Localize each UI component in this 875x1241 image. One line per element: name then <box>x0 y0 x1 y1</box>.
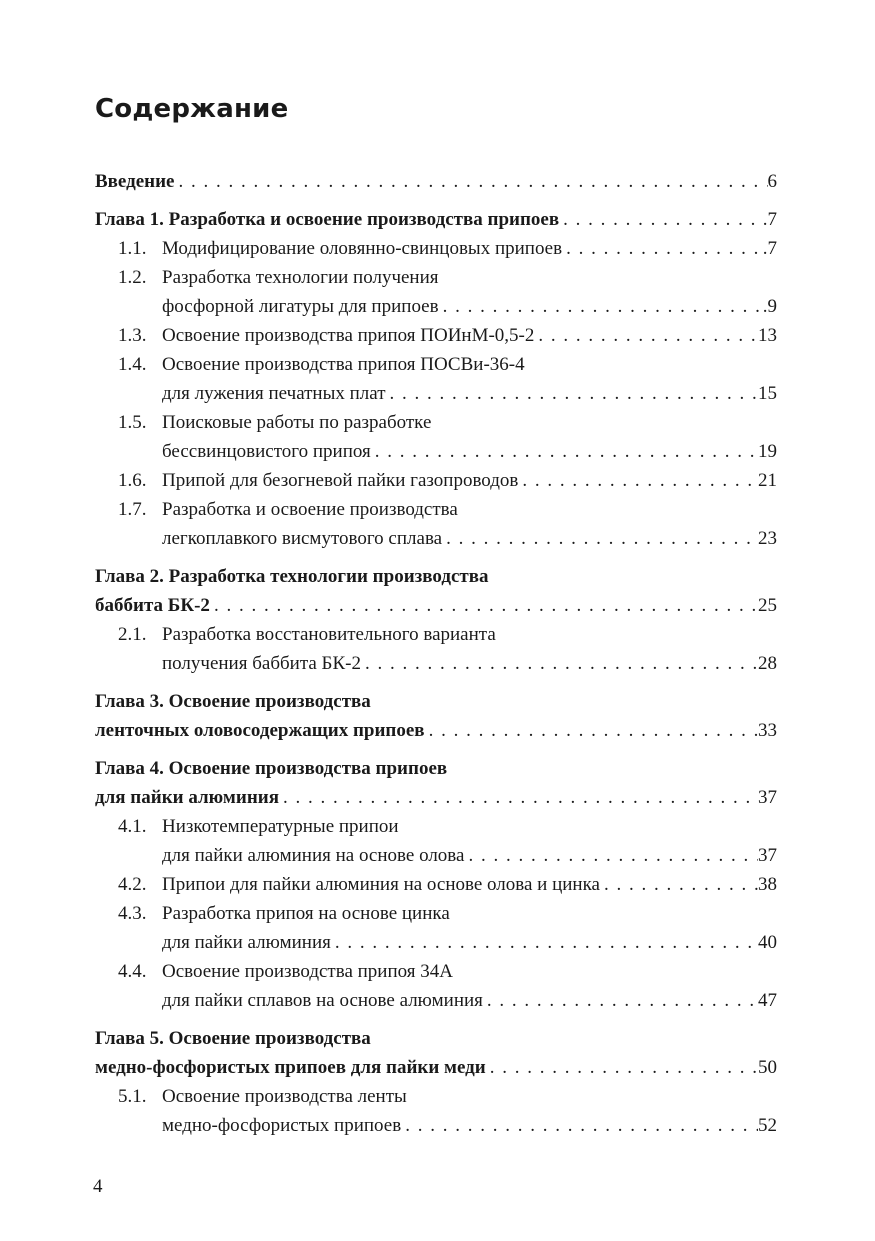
toc-subsection-entry[interactable] <box>95 234 777 263</box>
section-number: 5.1. <box>118 1086 147 1107</box>
entry-title: Глава 5. Освоение производства <box>95 1028 371 1049</box>
toc-chapter-entry[interactable] <box>95 562 777 620</box>
entry-title: для пайки алюминия <box>95 787 279 808</box>
page-number: 4 <box>93 1176 103 1197</box>
entry-page-number: 37 <box>758 787 777 808</box>
entry-title: Освоение производства припоя 34А <box>162 961 453 982</box>
dot-leader <box>401 1111 758 1140</box>
entry-title: Разработка технологии получения <box>162 267 439 288</box>
entry-title: Припой для безогневой пайки газопроводов <box>162 470 519 491</box>
entry-title: бессвинцовистого припоя <box>162 441 371 462</box>
entry-page-number: 33 <box>758 720 777 741</box>
section-number: 4.2. <box>118 874 147 895</box>
dot-leader <box>559 205 763 234</box>
section-number: 1.1. <box>118 238 147 259</box>
entry-page-number: 37 <box>758 845 777 866</box>
entry-page-number: 13 <box>758 325 777 346</box>
entry-title: Освоение производства припоя ПОИнМ-0,5-2 <box>162 325 535 346</box>
section-number: 1.7. <box>118 499 147 520</box>
toc-subsection-entry[interactable] <box>95 899 777 957</box>
entry-page-number: 19 <box>758 441 777 462</box>
entry-page-number: .9 <box>762 296 777 317</box>
indent <box>118 437 162 466</box>
dot-leader <box>279 783 758 812</box>
toc-subsection-entry[interactable] <box>95 870 777 899</box>
indent <box>118 649 162 678</box>
section-number: 4.3. <box>118 903 147 924</box>
entry-title: медно-фосфористых припоев <box>162 1115 402 1136</box>
entry-title: Разработка и освоение производства <box>162 499 458 520</box>
dot-leader <box>442 524 758 553</box>
section-number: 4.4. <box>118 961 147 982</box>
toc-line <box>95 1024 777 1053</box>
toc-line <box>95 167 777 196</box>
toc-subsection-entry[interactable] <box>95 321 777 350</box>
dot-leader <box>210 591 758 620</box>
toc-subsection-entry[interactable] <box>95 957 777 1015</box>
dot-leader <box>534 321 758 350</box>
dot-leader <box>386 379 758 408</box>
entry-title: для пайки алюминия <box>162 932 331 953</box>
indent <box>118 524 162 553</box>
entry-page-number: 47 <box>758 990 777 1011</box>
section-number: 1.6. <box>118 470 147 491</box>
dot-leader <box>371 437 758 466</box>
toc-subsection-entry[interactable] <box>95 263 777 321</box>
entry-title: получения баббита БК-2 <box>162 653 361 674</box>
toc-subsection-entry[interactable] <box>95 466 777 495</box>
entry-title: Глава 1. Разработка и освоение производства припоев <box>95 209 560 230</box>
entry-page-number: 28 <box>758 653 777 674</box>
indent <box>118 379 162 408</box>
entry-page-number: 52 <box>758 1115 777 1136</box>
indent <box>118 1111 162 1140</box>
entry-page-number: .7 <box>762 209 777 230</box>
toc-line <box>95 986 777 1015</box>
toc-line <box>95 716 777 745</box>
entry-title: для пайки сплавов на основе алюминия <box>162 990 483 1011</box>
dot-leader <box>331 928 758 957</box>
entry-title: Глава 4. Освоение производства припоев <box>95 758 448 779</box>
toc-line <box>95 321 777 350</box>
toc-line <box>95 437 777 466</box>
toc-line <box>95 562 777 591</box>
page-title: Содержание <box>95 94 289 124</box>
entry-page-number: 23 <box>758 528 777 549</box>
toc-line <box>95 350 777 379</box>
entry-title: Освоение производства припоя ПОСВи-36-4 <box>162 354 525 375</box>
entry-title: Введение <box>95 171 175 192</box>
entry-title: Низкотемпературные припои <box>162 816 399 837</box>
entry-title: Глава 2. Разработка технологии производства <box>95 566 489 587</box>
entry-page-number: .7 <box>762 238 777 259</box>
entry-page-number: 6 <box>767 171 777 192</box>
toc-line <box>95 379 777 408</box>
section-number: 4.1. <box>118 816 147 837</box>
entry-title: баббита БК-2 <box>95 595 210 616</box>
dot-leader <box>483 986 758 1015</box>
toc-chapter-entry[interactable] <box>95 205 777 234</box>
section-number: 1.2. <box>118 267 147 288</box>
indent <box>118 986 162 1015</box>
toc-subsection-entry[interactable] <box>95 495 777 553</box>
dot-leader <box>486 1053 758 1082</box>
indent <box>118 928 162 957</box>
toc-subsection-entry[interactable] <box>95 408 777 466</box>
dot-leader <box>439 292 763 321</box>
toc-line <box>95 524 777 553</box>
entry-page-number: 40 <box>758 932 777 953</box>
toc-line <box>95 754 777 783</box>
entry-title: Припои для пайки алюминия на основе олова и цинка <box>162 874 600 895</box>
entry-title: фосфорной лигатуры для припоев <box>162 296 439 317</box>
toc-line <box>95 263 777 292</box>
toc-line <box>95 292 777 321</box>
toc-subsection-entry[interactable] <box>95 620 777 678</box>
section-number: 1.3. <box>118 325 147 346</box>
entry-page-number: 38 <box>758 874 777 895</box>
toc-chapter-entry[interactable] <box>95 1024 777 1082</box>
entry-title: Модифицирование оловянно-свинцовых припоев <box>162 238 563 259</box>
section-number: 2.1. <box>118 624 147 645</box>
toc-line <box>95 591 777 620</box>
indent <box>118 292 162 321</box>
entry-title: для пайки алюминия на основе олова <box>162 845 465 866</box>
entry-title: Разработка припоя на основе цинка <box>162 903 450 924</box>
toc-subsection-entry[interactable] <box>95 1082 777 1140</box>
toc-subsection-entry[interactable] <box>95 812 777 870</box>
toc-chapter-entry[interactable] <box>95 754 777 812</box>
toc-chapter-entry[interactable] <box>95 687 777 745</box>
section-number: 1.4. <box>118 354 147 375</box>
section-number: 1.5. <box>118 412 147 433</box>
dot-leader <box>464 841 758 870</box>
entry-title: Глава 3. Освоение производства <box>95 691 371 712</box>
toc-line <box>95 1082 777 1111</box>
table-of-contents <box>95 167 777 1140</box>
toc-line <box>95 870 777 899</box>
toc-line <box>95 408 777 437</box>
toc-line <box>95 234 777 263</box>
toc-line <box>95 620 777 649</box>
indent <box>118 841 162 870</box>
toc-line <box>95 783 777 812</box>
entry-page-number: 21 <box>758 470 777 491</box>
toc-line <box>95 928 777 957</box>
entry-title: легкоплавкого висмутового сплава <box>162 528 443 549</box>
dot-leader <box>175 167 768 196</box>
toc-chapter-entry[interactable] <box>95 167 777 196</box>
toc-line <box>95 649 777 678</box>
toc-line <box>95 1053 777 1082</box>
entry-title: ленточных оловосодержащих припоев <box>95 720 425 741</box>
dot-leader <box>361 649 758 678</box>
entry-title: Освоение производства ленты <box>162 1086 407 1107</box>
entry-title: Поисковые работы по разработке <box>162 412 432 433</box>
dot-leader <box>518 466 758 495</box>
entry-page-number: 50 <box>758 1057 777 1078</box>
entry-page-number: 25 <box>758 595 777 616</box>
toc-subsection-entry[interactable] <box>95 350 777 408</box>
entry-title: для лужения печатных плат <box>162 383 386 404</box>
toc-line <box>95 957 777 986</box>
toc-line <box>95 687 777 716</box>
entry-title: Разработка восстановительного варианта <box>162 624 496 645</box>
dot-leader <box>600 870 758 899</box>
dot-leader <box>562 234 763 263</box>
toc-line <box>95 466 777 495</box>
entry-title: медно-фосфористых припоев для пайки меди <box>95 1057 486 1078</box>
entry-page-number: 15 <box>758 383 777 404</box>
dot-leader <box>425 716 758 745</box>
toc-line <box>95 841 777 870</box>
toc-line <box>95 1111 777 1140</box>
toc-line <box>95 812 777 841</box>
toc-line <box>95 495 777 524</box>
toc-line <box>95 899 777 928</box>
toc-line <box>95 205 777 234</box>
